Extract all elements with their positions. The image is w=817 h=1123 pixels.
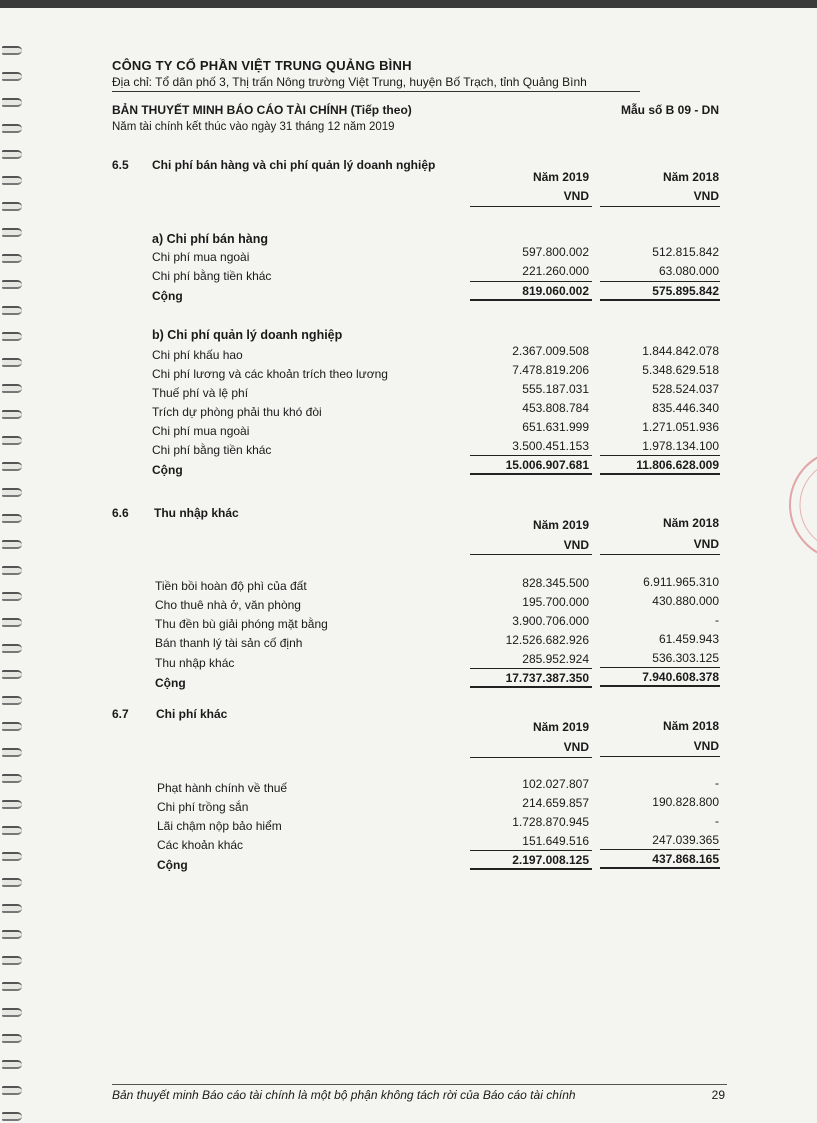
column-unit-2018: VND (693, 739, 719, 753)
form-number: Mẫu số B 09 - DN (620, 103, 719, 117)
row-value-2018: 430.880.000 (652, 594, 719, 608)
row-value-2019: 453.808.784 (522, 401, 589, 415)
row-value-2018: 835.446.340 (652, 401, 719, 415)
total-value-2019: 2.197.008.125 (512, 853, 589, 867)
footer-note: Bản thuyết minh Báo cáo tài chính là một bộ phận không tách rời của Báo cáo tài chính (112, 1088, 576, 1102)
row-value-2019: 12.526.682.926 (505, 633, 589, 647)
section-title: Chi phí bán hàng và chi phí quản lý doanh nghiệp (152, 158, 436, 172)
report-title: BẢN THUYẾT MINH BÁO CÁO TÀI CHÍNH (Tiếp theo) (112, 103, 412, 117)
column-header-2019: Năm 2019 (532, 518, 589, 532)
footer-divider (112, 1084, 727, 1085)
row-value-2018: 1.978.134.100 (642, 439, 719, 453)
total-rule-top (600, 849, 720, 850)
row-label: Thuế phí và lệ phí (152, 386, 249, 400)
total-value-2018: 7.940.608.378 (642, 670, 719, 684)
total-rule-top (470, 455, 592, 456)
row-label: Bán thanh lý tài sản cố định (155, 636, 303, 650)
row-value-2019: 597.800.002 (522, 245, 589, 259)
total-rule-top (470, 668, 592, 669)
row-label: Thu đền bù giải phóng mặt bằng (155, 617, 328, 631)
row-value-2018: 247.039.365 (652, 833, 719, 847)
total-label: Cộng (155, 676, 186, 690)
row-value-2019: 828.345.500 (522, 576, 589, 590)
column-rule (470, 206, 592, 207)
total-rule-top (600, 667, 720, 668)
total-rule-bottom (600, 299, 720, 301)
total-rule-bottom (600, 473, 720, 475)
section-number: 6.5 (112, 158, 129, 172)
row-value-2019: 221.260.000 (522, 264, 589, 278)
header-divider (112, 91, 640, 92)
total-rule-bottom (470, 473, 592, 475)
total-rule-bottom (470, 686, 592, 688)
row-value-2018: 61.459.943 (658, 632, 719, 646)
total-value-2018: 11.806.628.009 (636, 458, 719, 472)
column-unit-2019: VND (563, 538, 589, 552)
column-rule (600, 756, 720, 757)
total-rule-bottom (470, 299, 592, 301)
column-rule (600, 206, 720, 207)
column-unit-2018: VND (693, 189, 719, 203)
row-label: Trích dự phòng phải thu khó đòi (152, 405, 322, 419)
fiscal-year-note: Năm tài chính kết thúc vào ngày 31 tháng 12 năm 2019 (112, 121, 395, 133)
row-value-2019: 7.478.819.206 (512, 363, 589, 377)
row-label: Thu nhập khác (155, 656, 235, 670)
row-value-2019: 3.900.706.000 (512, 614, 589, 628)
total-value-2018: 437.868.165 (652, 852, 719, 866)
row-label: Chi phí mua ngoài (152, 250, 250, 264)
column-header-2018: Năm 2018 (662, 516, 719, 530)
total-value-2019: 17.737.387.350 (505, 671, 589, 685)
row-value-2018: 512.815.842 (652, 245, 719, 259)
total-rule-top (600, 281, 720, 282)
row-value-2018: 1.271.051.936 (642, 420, 719, 434)
row-value-2018: - (715, 613, 719, 627)
column-unit-2019: VND (563, 740, 589, 754)
row-label: Chi phí khấu hao (152, 348, 243, 362)
column-unit-2018: VND (693, 537, 719, 551)
row-value-2019: 3.500.451.153 (512, 439, 589, 453)
row-value-2019: 102.027.807 (522, 777, 589, 791)
row-value-2019: 151.649.516 (522, 834, 589, 848)
row-label: Cho thuê nhà ở, văn phòng (155, 598, 301, 612)
total-rule-top (470, 281, 592, 282)
row-value-2019: 285.952.924 (522, 652, 589, 666)
row-value-2019: 1.728.870.945 (512, 815, 589, 829)
row-value-2018: 6.911.965.310 (643, 575, 719, 589)
column-header-2018: Năm 2018 (662, 170, 719, 184)
row-label: Phạt hành chính về thuế (157, 781, 288, 795)
row-value-2018: 5.348.629.518 (642, 363, 719, 377)
section-title: Chi phí khác (156, 707, 228, 721)
company-stamp-fragment (787, 430, 817, 580)
column-rule (470, 554, 592, 555)
total-rule-top (600, 455, 720, 456)
subsection-title: a) Chi phí bán hàng (152, 232, 268, 246)
row-value-2018: 190.828.800 (652, 795, 719, 809)
row-value-2018: - (715, 814, 719, 828)
row-label: Lãi chậm nộp bảo hiểm (157, 819, 282, 833)
page-number: 29 (711, 1088, 725, 1102)
total-rule-bottom (600, 685, 720, 687)
section-title: Thu nhập khác (154, 506, 239, 520)
row-value-2019: 651.631.999 (522, 420, 589, 434)
row-label: Tiền bồi hoàn độ phì của đất (155, 579, 307, 593)
row-label: Chi phí lương và các khoản trích theo lương (152, 367, 388, 381)
total-rule-bottom (470, 868, 592, 870)
row-value-2019: 2.367.009.508 (512, 344, 589, 358)
column-rule (470, 757, 592, 758)
column-rule (600, 554, 720, 555)
company-address: Địa chỉ: Tổ dân phố 3, Thị trấn Nông trường Việt Trung, huyện Bố Trạch, tỉnh Quảng Bình (112, 75, 587, 89)
row-value-2018: 63.080.000 (658, 264, 719, 278)
total-rule-bottom (600, 867, 720, 869)
column-header-2019: Năm 2019 (532, 170, 589, 184)
total-label: Cộng (152, 463, 183, 477)
company-name: CÔNG TY CỔ PHẦN VIỆT TRUNG QUẢNG BÌNH (112, 58, 412, 73)
row-value-2019: 555.187.031 (522, 382, 589, 396)
row-value-2018: 536.303.125 (652, 651, 719, 665)
row-value-2019: 195.700.000 (522, 595, 589, 609)
total-value-2019: 819.060.002 (522, 284, 589, 298)
row-label: Chi phí bằng tiền khác (152, 443, 272, 457)
column-header-2018: Năm 2018 (662, 719, 719, 733)
row-value-2019: 214.659.857 (522, 796, 589, 810)
section-number: 6.7 (112, 707, 129, 721)
total-value-2018: 575.895.842 (652, 284, 719, 298)
subsection-title: b) Chi phí quản lý doanh nghiệp (152, 328, 343, 342)
total-value-2019: 15.006.907.681 (505, 458, 589, 472)
total-rule-top (470, 850, 592, 851)
row-value-2018: - (715, 776, 719, 790)
row-value-2018: 1.844.842.078 (642, 344, 719, 358)
section-number: 6.6 (112, 506, 129, 520)
total-label: Cộng (157, 858, 188, 872)
row-label: Chi phí bằng tiền khác (152, 269, 272, 283)
column-unit-2019: VND (563, 189, 589, 203)
total-label: Cộng (152, 289, 183, 303)
row-label: Chi phí mua ngoài (152, 424, 250, 438)
row-value-2018: 528.524.037 (652, 382, 719, 396)
row-label: Chi phí trồng sắn (157, 800, 249, 814)
row-label: Các khoản khác (157, 838, 244, 852)
column-header-2019: Năm 2019 (532, 720, 589, 734)
